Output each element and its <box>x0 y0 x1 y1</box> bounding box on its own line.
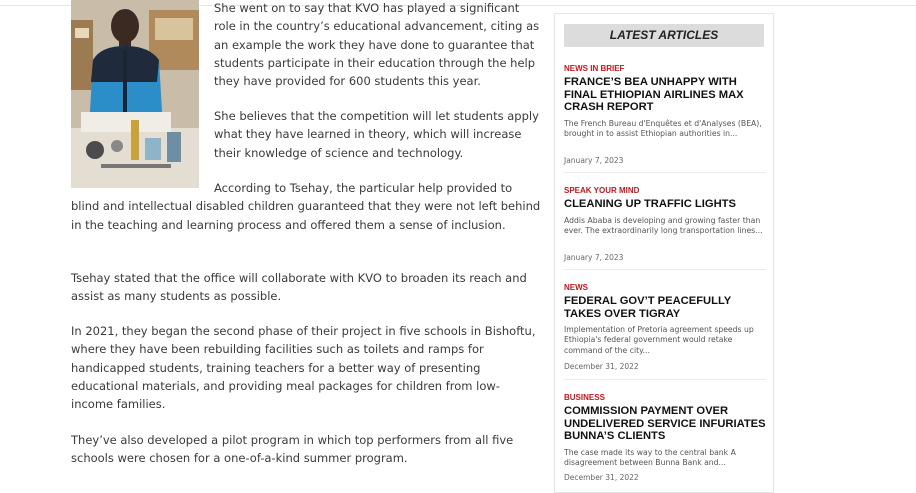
article-card[interactable] <box>564 283 766 371</box>
article-date: December 31, 2022 <box>564 362 639 371</box>
article-date: December 31, 2022 <box>564 473 639 482</box>
student-with-project-image <box>71 0 199 188</box>
article-photo <box>71 0 199 188</box>
article-excerpt: Implementation of Pretoria agreement speeds up Ethiopia's federal government would retake command of the city... <box>564 325 754 355</box>
article-paragraph: According to Tsehay, the particular help provided to blind and intellectual disabled children guaranteed that they were not left behind in the teaching and learning process and offered them a sense of inclusion. <box>71 181 541 232</box>
article-excerpt: The French Bureau d'Enquêtes et d'Analyses (BEA), brought in to assist Ethiopian authorities in... <box>564 118 762 138</box>
article-date: January 7, 2023 <box>564 253 624 262</box>
latest-articles-widget <box>554 13 774 493</box>
article-category[interactable]: NEWS IN BRIEF <box>564 64 625 73</box>
article-headline[interactable]: FEDERAL GOV’T PEACEFULLY TAKES OVER TIGRAY <box>564 295 732 320</box>
article-date: January 7, 2023 <box>564 156 624 165</box>
article-category[interactable]: NEWS <box>564 283 588 292</box>
article-divider <box>564 379 766 380</box>
article-excerpt: The case made its way to the central bank A disagreement between Bunna Bank and... <box>564 447 736 467</box>
article-headline[interactable]: CLEANING UP TRAFFIC LIGHTS <box>564 198 736 210</box>
article-category[interactable]: BUSINESS <box>564 393 605 402</box>
article-headline[interactable]: FRANCE’S BEA UNHAPPY WITH FINAL ETHIOPIAN AIRLINES MAX CRASH REPORT <box>564 76 744 113</box>
article-headline[interactable]: COMMISSION PAYMENT OVER UNDELIVERED SERVICE INFURIATES BUNNA’S CLIENTS <box>564 405 766 442</box>
article-paragraph: She went on to say that KVO has played a significant role in the country’s educational advancement, citing as an example the work they have done to guarantee that students participate in their education through the help they have provided for 600 students this year. <box>214 1 540 89</box>
article-paragraph: They’ve also developed a pilot program in which top performers from all five schools were chosen for a one-of-a-kind summer program. <box>71 433 514 466</box>
article-category[interactable]: SPEAK YOUR MIND <box>564 186 640 195</box>
article-card[interactable] <box>564 186 766 262</box>
article-paragraph: In 2021, they began the second phase of their project in five schools in Bishoftu, where they have been rebuilding facilities such as toilets and ramps for handicapped students, training teachers for a better way of presenting educational materials, and providing meal packages for children from low-income families. <box>71 324 536 412</box>
article-divider <box>564 172 766 173</box>
article-excerpt: Addis Ababa is developing and growing faster than ever. The extraordinarily long transportation lines... <box>564 215 763 235</box>
article-card[interactable] <box>564 393 766 482</box>
article-paragraph: She believes that the competition will let students apply what they have learned in theory, which will increase their knowledge of science and technology. <box>214 109 539 160</box>
article-card[interactable] <box>564 64 766 165</box>
widget-title: LATEST ARTICLES <box>564 24 764 47</box>
article-divider <box>564 269 766 270</box>
article-paragraph: Tsehay stated that the office will collaborate with KVO to broaden its reach and assist as many students as possible. <box>71 271 527 304</box>
